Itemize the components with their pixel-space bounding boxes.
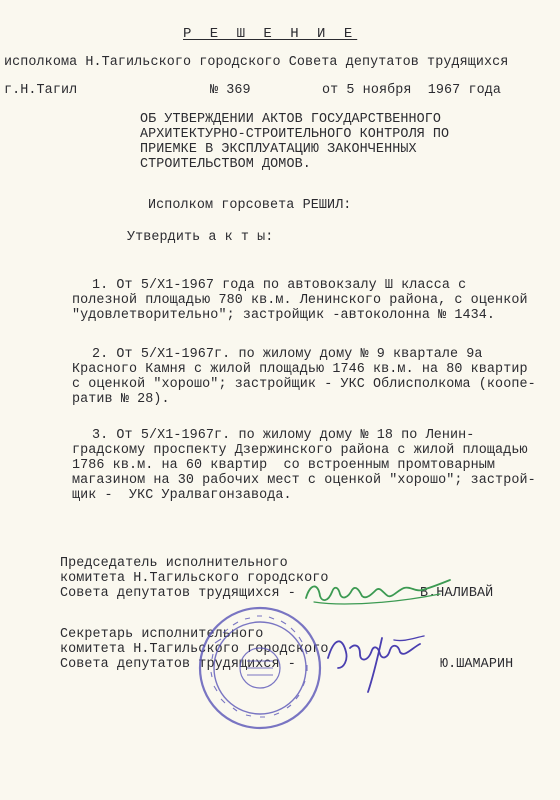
chairman-signature	[300, 572, 470, 612]
official-stamp	[195, 603, 325, 733]
secretary-name: Ю.ШАМАРИН	[440, 657, 514, 672]
item-3-line: 1786 кв.м. на 60 квартир со встроенным промтоварным	[72, 458, 496, 473]
decision-number: № 369	[210, 83, 251, 98]
secretary-title-line: комитета Н.Тагильского городского	[60, 642, 329, 657]
issuer-line: исполкома Н.Тагильского городского Совета депутатов трудящихся	[4, 55, 509, 70]
subject-line: ПРИЕМКЕ В ЭКСПЛУАТАЦИЮ ЗАКОНЧЕННЫХ	[140, 142, 417, 157]
resolved-heading: Исполком горсовета РЕШИЛ:	[148, 198, 352, 213]
item-1-line: полезной площадью 780 кв.м. Ленинского района, с оценкой	[72, 293, 528, 308]
item-3-line: щик - УКС Уралвагонзавода.	[72, 488, 292, 503]
secretary-title-line: Совета депутатов трудящихся -	[60, 657, 296, 672]
document-title: Р Е Ш Е Н И Е	[183, 26, 358, 42]
subject-line: АРХИТЕКТУРНО-СТРОИТЕЛЬНОГО КОНТРОЛЯ ПО	[140, 127, 450, 142]
item-2-line: Красного Камня с жилой площадью 1746 кв.м. на 80 квартир	[72, 362, 528, 377]
item-1-line: "удовлетворительно"; застройщик -автоколонна № 1434.	[72, 308, 496, 323]
item-2-line: с оценкой "хорошо"; застройщик - УКС Облисполкома (коопе-	[72, 377, 536, 392]
subject-line: СТРОИТЕЛЬСТВОМ ДОМОВ.	[140, 157, 311, 172]
secretary-title-line: Секретарь исполнительного	[60, 627, 264, 642]
chairman-name: В.НАЛИВАЙ	[420, 586, 494, 601]
item-1-line: 1. От 5/Х1-1967 года по автовокзалу Ш класса с	[92, 278, 467, 293]
item-3-line: градскому проспекту Дзержинского района с жилой площадью	[72, 443, 528, 458]
item-2-line: 2. От 5/Х1-1967г. по жилому дому № 9 квартале 9а	[92, 347, 483, 362]
secretary-signature	[320, 618, 430, 698]
decision-date: от 5 ноября 1967 года	[322, 83, 501, 98]
chairman-title-line: Председатель исполнительного	[60, 556, 288, 571]
item-2-line: ратив № 28).	[72, 392, 170, 407]
item-3-line: 3. От 5/Х1-1967г. по жилому дому № 18 по Ленин-	[92, 428, 475, 443]
item-3-line: магазином на 30 рабочих мест с оценкой "хорошо"; застрой-	[72, 473, 536, 488]
chairman-title-line: Совета депутатов трудящихся -	[60, 586, 296, 601]
approve-line: Утвердить а к т ы:	[127, 230, 274, 245]
chairman-title-line: комитета Н.Тагильского городского	[60, 571, 329, 586]
city-line: г.Н.Тагил	[4, 83, 78, 98]
subject-line: ОБ УТВЕРЖДЕНИИ АКТОВ ГОСУДАРСТВЕННОГО	[140, 112, 442, 127]
